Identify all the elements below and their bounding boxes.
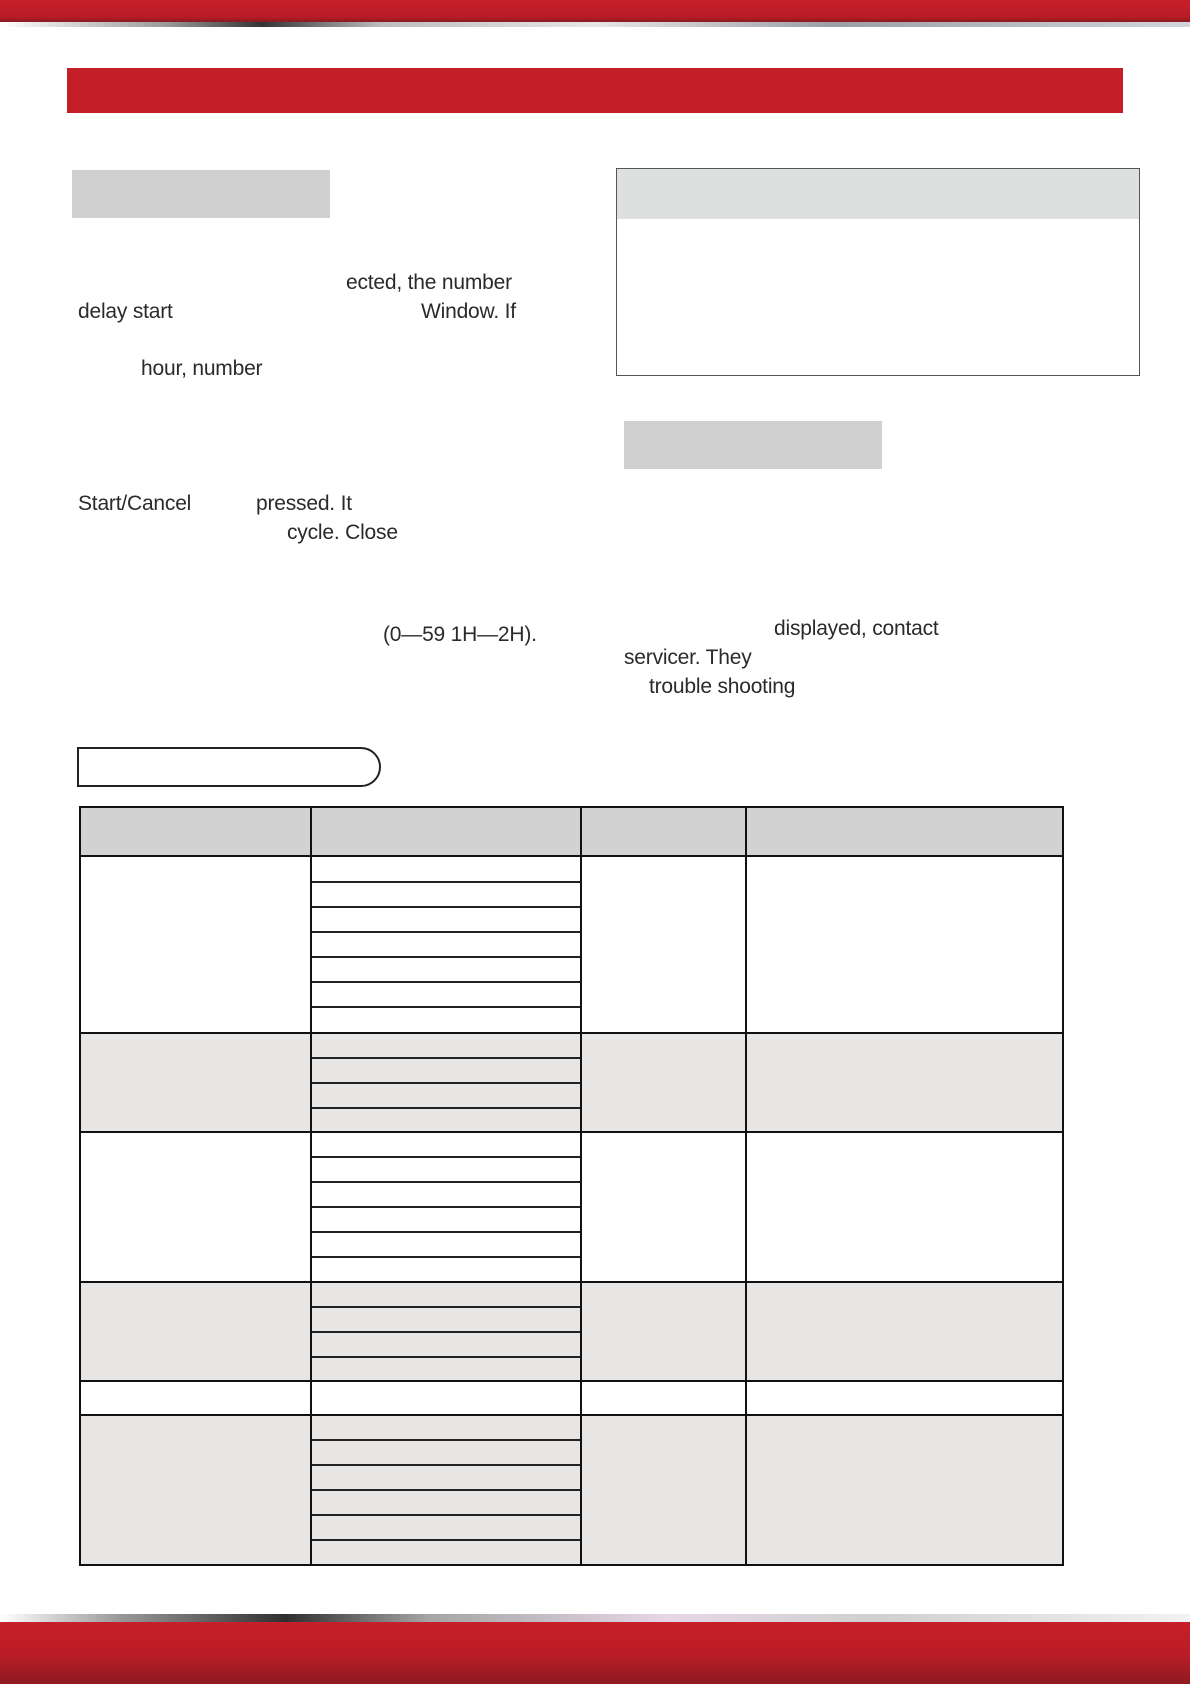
table-subrow-line	[311, 1489, 581, 1491]
table-subrow-line	[311, 1256, 581, 1258]
table-subrow-line	[311, 1331, 581, 1333]
table-subrow-line	[311, 1006, 581, 1008]
table-caption-pill	[77, 747, 381, 787]
section-title-bar	[67, 68, 1123, 113]
note-box	[616, 168, 1140, 376]
table-row	[79, 806, 1064, 808]
table-subrow-line	[311, 1107, 581, 1109]
table-subrow-line	[311, 956, 581, 958]
table-subrow-line	[311, 981, 581, 983]
left-text-line-5: cycle. Close	[287, 521, 398, 544]
table-subrow-line	[311, 931, 581, 933]
table-header-row	[79, 806, 1062, 856]
header-shine	[0, 22, 1190, 27]
header-band	[0, 0, 1190, 24]
table-subrow-line	[311, 1306, 581, 1308]
table-col-line	[745, 806, 747, 1566]
note-box-header	[617, 169, 1139, 219]
table-row	[79, 1564, 1064, 1566]
left-text-line-4a: Start/Cancel	[78, 492, 192, 515]
right-section-heading-tab	[624, 421, 882, 469]
footer-band	[0, 1622, 1190, 1684]
table-subrow-line	[311, 906, 581, 908]
table-col-line	[580, 806, 582, 1566]
table-row	[79, 1281, 1064, 1283]
table-subrow-line	[311, 1057, 581, 1059]
right-text-line-3: trouble shooting	[649, 675, 796, 698]
table-col-line	[310, 806, 312, 1566]
table-subrow-line	[311, 1514, 581, 1516]
table-subrow-line	[311, 1082, 581, 1084]
left-section-heading-tab	[72, 170, 330, 218]
table-subrow-line	[311, 1206, 581, 1208]
table-subrow-line	[311, 1464, 581, 1466]
table-col-line	[1062, 806, 1064, 1566]
left-text-line-1: ected, the number	[346, 271, 512, 294]
table-row	[79, 1380, 1064, 1382]
left-text-line-3: hour, number	[141, 357, 263, 380]
left-text-line-4b: pressed. It	[256, 492, 352, 515]
table-subrow-line	[311, 1539, 581, 1541]
error-code-table	[79, 806, 1063, 1568]
table-row	[79, 1131, 1064, 1133]
table-subrow-line	[311, 1181, 581, 1183]
table-subrow-line	[311, 1156, 581, 1158]
table-col-line	[79, 806, 81, 1566]
table-subrow-line	[311, 1439, 581, 1441]
table-row	[79, 1032, 1064, 1034]
left-text-line-2b: Window. If	[421, 300, 516, 323]
table-subrow-line	[311, 881, 581, 883]
table-row	[79, 1414, 1064, 1416]
right-text-line-1: displayed, contact	[774, 617, 939, 640]
left-text-line-6: (0—59 1H—2H).	[383, 623, 537, 646]
table-subrow-line	[311, 1356, 581, 1358]
left-text-line-2a: delay start	[78, 300, 173, 323]
right-text-line-2: servicer. They	[624, 646, 752, 669]
table-subrow-line	[311, 1231, 581, 1233]
table-row	[79, 855, 1064, 857]
